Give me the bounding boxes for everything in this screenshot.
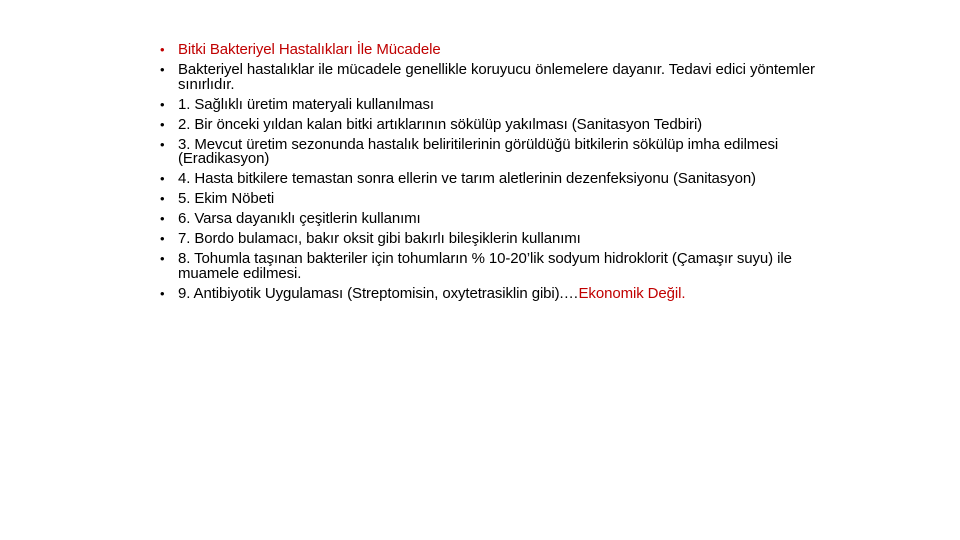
bullet-text: 1. Sağlıklı üretim materyali kullanılması — [178, 95, 434, 113]
bullet-dot: • — [160, 61, 165, 77]
bullet-dot: • — [160, 211, 165, 227]
bullet-dot: • — [160, 251, 165, 267]
bullet-text: 2. Bir önceki yıldan kalan bitki artıklarının sökülüp yakılması (Sanitasyon Tedbiri) — [178, 115, 703, 133]
bullet-item — [160, 95, 820, 113]
bullet-item — [160, 115, 820, 133]
bullet-text: 7. Bordo bulamacı, bakır oksit gibi bakırlı bileşiklerin kullanımı — [178, 230, 581, 248]
bullet-list — [160, 43, 820, 307]
bullet-dot: • — [160, 96, 165, 112]
bullet-item — [160, 172, 820, 187]
bullet-item — [160, 212, 820, 227]
bullet-text: 9. Antibiyotik Uygulaması (Streptomisin, oxytetrasiklin gibi).… — [178, 284, 579, 302]
bullet-dot: • — [160, 285, 165, 301]
bullet-text: 8. Tohumla taşınan bakteriler için tohumların % 10-20’lik sodyum hidroklorit (Çamaşır suyu) ile muamele edilmesi. — [178, 250, 792, 282]
bullet-item — [160, 192, 820, 207]
bullet-dot: • — [160, 116, 165, 132]
bullet-text: 4. Hasta bitkilere temastan sonra ellerin ve tarım aletlerinin dezenfeksiyonu (Sanitasyon) — [178, 170, 756, 188]
bullet-text: 6. Varsa dayanıklı çeşitlerin kullanımı — [178, 210, 421, 228]
bullet-dot: • — [160, 136, 165, 152]
bullet-item — [160, 135, 820, 168]
bullet-dot: • — [160, 231, 165, 247]
bullet-dot: • — [160, 171, 165, 187]
bullet-text: 3. Mevcut üretim sezonunda hastalık beliritilerinin görüldüğü bitkilerin sökülüp imha edilmesi (Eradikasyon) — [178, 135, 779, 168]
bullet-item — [160, 252, 820, 281]
bullet-item — [160, 60, 820, 93]
bullet-dot: • — [160, 42, 165, 57]
bullet-text: 5. Ekim Nöbeti — [178, 190, 275, 208]
bullet-item-title — [160, 43, 820, 58]
bullet-text: Bitki Bakteriyel Hastalıkları İle Mücadele — [178, 41, 441, 58]
bullet-dot: • — [160, 191, 165, 207]
bullet-item — [160, 232, 820, 247]
accent-text: Ekonomik Değil. — [578, 284, 686, 302]
bullet-text: Bakteriyel hastalıklar ile mücadele genellikle koruyucu önlemelere dayanır. Tedavi edici yöntemler sınırlıdır. — [178, 60, 815, 93]
bullet-item — [160, 284, 820, 302]
